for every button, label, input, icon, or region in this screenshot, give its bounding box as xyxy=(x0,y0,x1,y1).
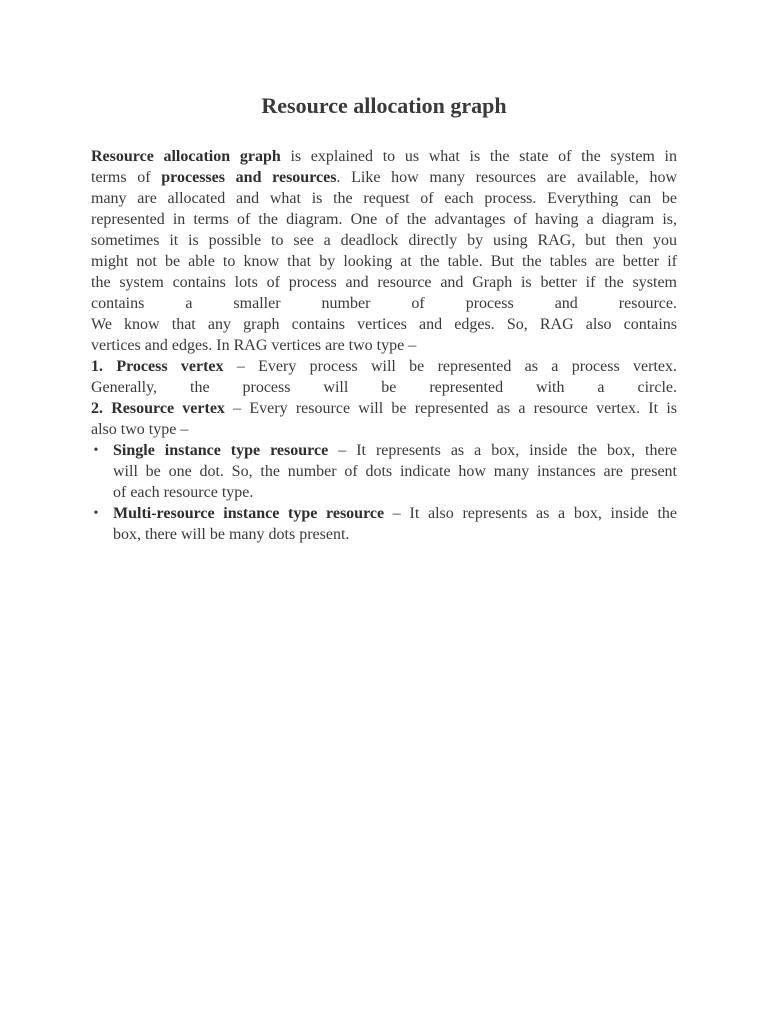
bold-term: 1. Process vertex xyxy=(91,358,224,375)
text-line xyxy=(91,356,677,377)
text-span: – Every resource will be represented as a resource vertex. It is xyxy=(224,400,677,417)
text-line: contains a smaller number of process and resource. xyxy=(91,295,677,312)
text-line: box, there will be many dots present. xyxy=(113,526,350,543)
text-span: – It also represents as a box, inside the xyxy=(384,505,677,522)
bold-term: processes and resources xyxy=(161,169,337,186)
text-line: We know that any graph contains vertices and edges. So, RAG also contains xyxy=(91,316,677,333)
text-line xyxy=(113,503,677,524)
bullet-list xyxy=(91,440,677,545)
list-item xyxy=(91,440,677,503)
text-line: of each resource type. xyxy=(113,484,254,501)
bold-term: Resource allocation graph xyxy=(91,148,281,165)
text-line xyxy=(91,398,677,419)
text-line xyxy=(113,440,677,461)
bullet-marker: • xyxy=(93,506,99,521)
text-line: sometimes it is possible to see a deadlock directly by using RAG, but then you xyxy=(91,232,677,249)
bullet-marker: • xyxy=(93,443,99,458)
text-line xyxy=(91,146,677,167)
document-title: Resource allocation graph xyxy=(261,93,507,118)
document-body xyxy=(91,146,677,545)
text-line: the system contains lots of process and resource and Graph is better if the system xyxy=(91,274,677,291)
text-line: also two type – xyxy=(91,421,189,438)
text-line: many are allocated and what is the request of each process. Everything can be xyxy=(91,190,677,207)
bold-term: Multi-resource instance type resource xyxy=(113,505,385,522)
text-line: might not be able to know that by looking at the table. But the tables are better if xyxy=(91,253,677,270)
text-span: . Like how many resources are available, how xyxy=(336,169,677,186)
bold-term: Single instance type resource xyxy=(113,442,329,459)
text-line: represented in terms of the diagram. One of the advantages of having a diagram is, xyxy=(91,211,677,228)
bold-term: 2. Resource vertex xyxy=(91,400,225,417)
text-line: will be one dot. So, the number of dots indicate how many instances are present xyxy=(113,463,677,480)
text-span: – Every process will be represented as a process vertex. xyxy=(223,358,677,375)
text-line xyxy=(91,167,677,188)
text-span: terms of xyxy=(91,169,162,186)
text-span: – It represents as a box, inside the box, there xyxy=(328,442,678,459)
text-line: vertices and edges. In RAG vertices are two type – xyxy=(91,337,417,354)
text-line: Generally, the process will be represented with a circle. xyxy=(91,379,677,396)
text-span: is explained to us what is the state of the system in xyxy=(280,148,677,165)
list-item xyxy=(91,503,677,545)
